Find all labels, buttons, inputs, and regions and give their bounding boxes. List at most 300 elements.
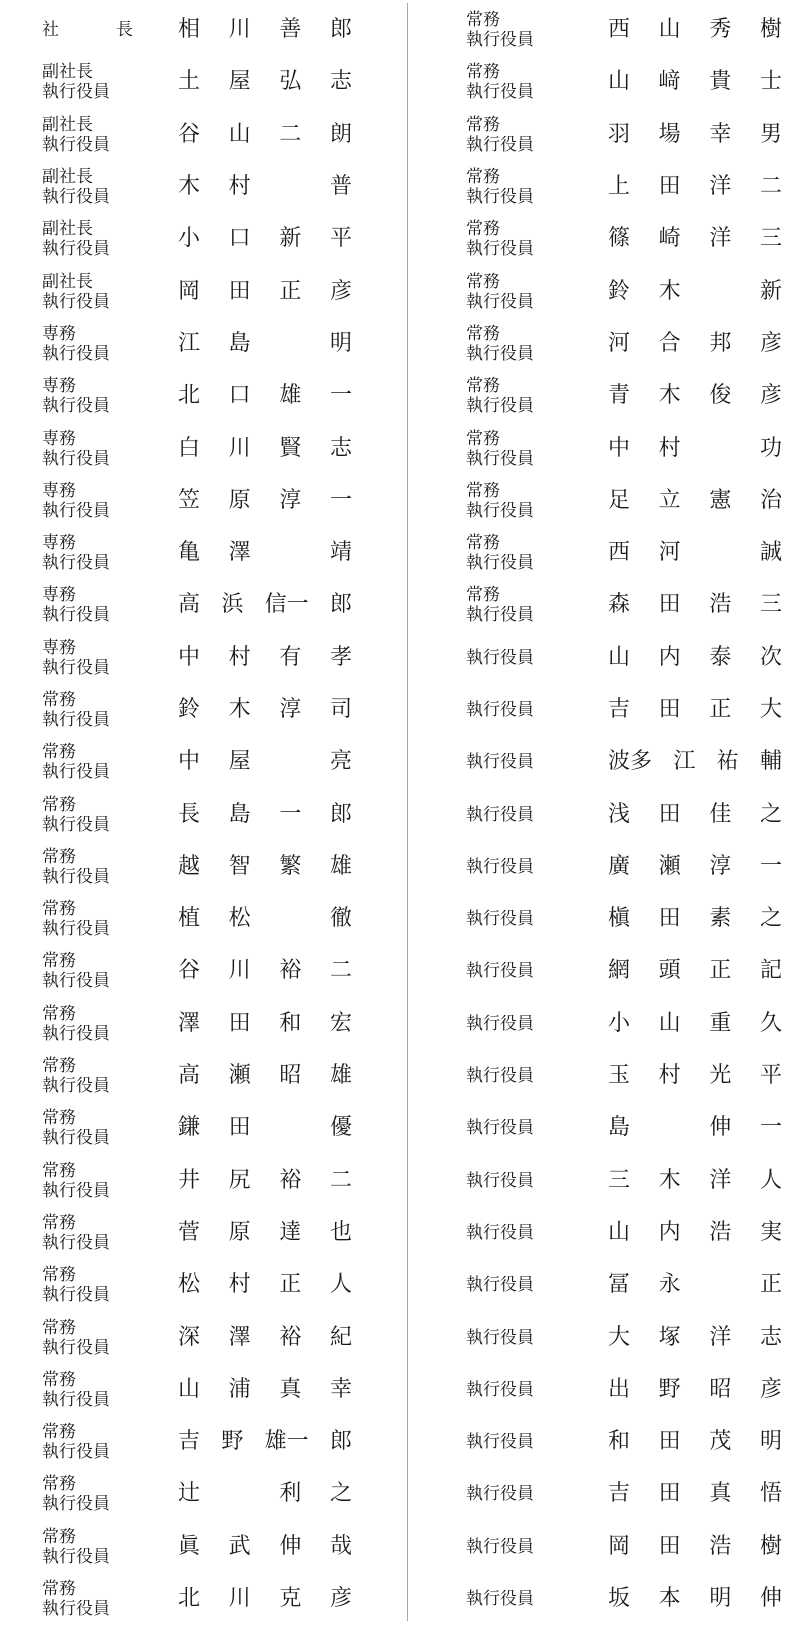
officer-name <box>178 906 352 932</box>
name-character: 中 <box>178 749 201 775</box>
officer-name <box>178 1011 352 1037</box>
name-character: 樹 <box>759 17 782 43</box>
name-character: 上 <box>608 174 631 200</box>
name-character: 野 <box>221 1429 244 1455</box>
officer-title: 常務 執行役員 <box>466 114 534 155</box>
officer-name <box>178 331 352 357</box>
name-character: 田 <box>658 697 681 722</box>
officer-title: 常務 執行役員 <box>466 167 534 208</box>
name-character: 中 <box>178 644 201 670</box>
officer-name <box>608 1272 782 1298</box>
officer-title: 常務 執行役員 <box>466 585 534 626</box>
officer-row <box>418 56 800 108</box>
officer-name <box>178 174 352 200</box>
name-character: 昭 <box>279 1063 302 1089</box>
name-character: 村 <box>228 174 251 200</box>
officer-name <box>178 1481 352 1507</box>
officer-title: 常務 執行役員 <box>42 1212 110 1253</box>
name-character: 和 <box>279 1010 302 1036</box>
name-character: 人 <box>759 1167 782 1193</box>
name-character: 瀬 <box>658 853 681 879</box>
name-character: 土 <box>178 69 201 95</box>
name-character: 俊 <box>709 383 732 409</box>
officer-title: 常務 執行役員 <box>42 1108 110 1149</box>
name-character: 谷 <box>178 958 201 984</box>
name-character: 口 <box>228 226 251 252</box>
officer-row <box>0 422 390 474</box>
officer-row <box>418 841 800 893</box>
name-character: 野 <box>658 1376 681 1402</box>
officer-name <box>178 1325 352 1351</box>
officer-title: 常務 執行役員 <box>466 271 534 312</box>
officer-title: 社 長 <box>42 20 153 41</box>
name-character: 白 <box>178 435 201 461</box>
name-character: 原 <box>228 487 251 513</box>
officer-row <box>418 1416 800 1468</box>
officer-row <box>0 56 390 108</box>
name-character: 屋 <box>228 749 251 775</box>
name-character: 繁 <box>279 853 302 879</box>
name-character: 川 <box>228 958 251 984</box>
name-character: 和 <box>608 1429 631 1455</box>
officer-row <box>0 1573 390 1625</box>
name-character: 賢 <box>279 435 302 461</box>
name-character: 二 <box>329 958 352 984</box>
officer-name <box>178 540 352 566</box>
officer-row <box>0 1050 390 1102</box>
name-character: 浜 <box>221 592 244 618</box>
name-character: 井 <box>178 1167 201 1193</box>
name-character: 坂 <box>608 1586 631 1612</box>
officer-row <box>0 527 390 579</box>
officer-name <box>608 697 782 723</box>
officer-title: 常務 執行役員 <box>466 533 534 574</box>
officer-list-right <box>418 4 800 1625</box>
officer-name <box>178 226 352 252</box>
name-character: 青 <box>608 383 631 409</box>
name-character: 村 <box>228 1272 251 1298</box>
name-character: 澤 <box>178 1010 201 1036</box>
name-character: 田 <box>658 592 681 618</box>
name-character: 村 <box>658 1063 681 1089</box>
name-character: 木 <box>658 1167 681 1193</box>
name-character: 鎌 <box>178 1115 201 1141</box>
name-character: 亀 <box>178 540 201 566</box>
name-character: 三 <box>759 592 782 618</box>
name-character: 裕 <box>279 1167 302 1193</box>
name-character: 大 <box>759 697 782 722</box>
name-character: 森 <box>608 592 631 618</box>
name-character: 悟 <box>759 1481 782 1507</box>
name-character: 足 <box>608 487 631 513</box>
officer-title: 執行役員 <box>466 752 534 773</box>
officer-row <box>0 1311 390 1363</box>
name-character: 幸 <box>329 1376 352 1402</box>
name-character: 島 <box>608 1115 631 1141</box>
name-character: 彦 <box>759 1376 782 1402</box>
name-character: 﨑 <box>658 69 681 95</box>
officer-title: 副社長 執行役員 <box>42 219 110 260</box>
name-character: 平 <box>759 1063 782 1089</box>
officer-row <box>418 788 800 840</box>
officer-title: 常務 執行役員 <box>466 428 534 469</box>
name-character: 山 <box>608 644 631 670</box>
officer-title: 執行役員 <box>466 647 534 668</box>
name-character: 利 <box>279 1481 302 1507</box>
name-character: 原 <box>228 1219 251 1245</box>
officer-row <box>0 1259 390 1311</box>
officer-title: 常務 執行役員 <box>42 1526 110 1567</box>
officer-name <box>178 17 352 43</box>
name-character: 紀 <box>329 1324 352 1350</box>
officer-title: 常務 執行役員 <box>42 1265 110 1306</box>
name-character: 裕 <box>279 1324 302 1350</box>
name-character: 澤 <box>228 1324 251 1350</box>
name-character: 島 <box>228 801 251 827</box>
name-character: 一 <box>329 383 352 409</box>
officer-row <box>418 893 800 945</box>
name-character: 彦 <box>759 383 782 409</box>
name-character: 頭 <box>658 958 681 984</box>
officer-name <box>178 749 352 775</box>
name-character: 一 <box>759 1115 782 1141</box>
officer-row <box>418 684 800 736</box>
name-character: 眞 <box>178 1533 201 1559</box>
officer-row <box>0 632 390 684</box>
name-character: 久 <box>759 1010 782 1036</box>
name-character: 川 <box>228 17 251 43</box>
name-character: 智 <box>228 853 251 879</box>
name-character: 弘 <box>279 69 302 95</box>
name-character: 山 <box>608 1219 631 1245</box>
officer-name <box>608 436 782 462</box>
name-character: 尻 <box>228 1167 251 1193</box>
name-character: 明 <box>709 1586 732 1612</box>
officer-name <box>608 1377 782 1403</box>
name-character <box>279 906 301 932</box>
officer-title: 常務 執行役員 <box>466 219 534 260</box>
officer-title: 執行役員 <box>466 700 534 720</box>
officer-name <box>178 122 352 148</box>
officer-title: 副社長 執行役員 <box>42 114 110 155</box>
name-character: 明 <box>759 1429 782 1455</box>
name-character: 吉 <box>608 697 631 722</box>
officer-row <box>0 4 390 56</box>
name-character: 出 <box>608 1376 631 1402</box>
name-character: 羽 <box>608 121 631 147</box>
name-character: 男 <box>759 121 782 147</box>
officer-name <box>608 958 782 984</box>
officer-name <box>178 1429 352 1455</box>
officer-name <box>608 174 782 200</box>
officer-row <box>0 1102 390 1154</box>
officer-title: 副社長 執行役員 <box>42 167 110 208</box>
name-character: 正 <box>279 278 302 304</box>
name-character: 靖 <box>329 540 352 566</box>
name-character: 松 <box>178 1272 201 1298</box>
name-character: 宏 <box>329 1010 352 1036</box>
name-character: 昭 <box>709 1376 732 1402</box>
name-character: 浩 <box>709 592 732 618</box>
name-character: 合 <box>658 330 681 356</box>
name-character: 玉 <box>608 1063 631 1089</box>
name-character: 本 <box>658 1586 681 1612</box>
name-character: 谷 <box>178 121 201 147</box>
officer-name <box>608 854 782 880</box>
name-character: 鈴 <box>608 278 631 304</box>
officer-name <box>178 279 352 305</box>
officer-row <box>418 1155 800 1207</box>
name-character <box>659 1115 681 1141</box>
name-character: 正 <box>759 1272 782 1298</box>
name-character: 新 <box>279 226 302 252</box>
name-character: 高 <box>178 1063 201 1089</box>
officer-name <box>178 1377 352 1403</box>
name-character: 西 <box>608 540 631 566</box>
name-character: 二 <box>279 121 302 147</box>
officer-row <box>0 265 390 317</box>
name-character: 北 <box>178 383 201 409</box>
name-character: 輔 <box>759 749 782 775</box>
officer-name <box>178 958 352 984</box>
name-character: 亮 <box>329 749 352 775</box>
officer-row <box>418 1468 800 1520</box>
officer-row <box>418 579 800 631</box>
officer-title: 常務 執行役員 <box>42 846 110 887</box>
name-character: 素 <box>709 906 732 932</box>
name-character: 邦 <box>709 330 732 356</box>
name-character: 山 <box>178 1376 201 1402</box>
name-character <box>709 540 731 566</box>
name-character: 川 <box>228 1586 251 1612</box>
name-character: 善 <box>279 17 302 43</box>
officer-list-left <box>0 4 390 1625</box>
name-character: 鈴 <box>178 697 201 722</box>
officer-row <box>418 1102 800 1154</box>
officer-title: 執行役員 <box>466 1536 534 1557</box>
name-character: 一 <box>329 487 352 513</box>
officer-title: 副社長 執行役員 <box>42 62 110 103</box>
name-character: 光 <box>709 1063 732 1089</box>
officer-name <box>608 69 782 95</box>
name-character: 洋 <box>709 1324 732 1350</box>
name-character: 茂 <box>709 1429 732 1455</box>
name-character: 田 <box>228 278 251 304</box>
officer-row <box>418 527 800 579</box>
officer-name <box>608 906 782 932</box>
officer-name <box>178 1534 352 1560</box>
officer-title: 執行役員 <box>466 804 534 825</box>
officer-name <box>608 1429 782 1455</box>
officer-title: 執行役員 <box>466 1327 534 1348</box>
name-character: 郎 <box>329 801 352 827</box>
officer-row <box>418 736 800 788</box>
officer-title: 常務 執行役員 <box>42 1003 110 1044</box>
name-character: 高 <box>178 592 201 618</box>
officer-row <box>418 318 800 370</box>
name-character: 洋 <box>709 1167 732 1193</box>
officer-title: 執行役員 <box>466 1589 534 1610</box>
name-character: 郎 <box>329 17 352 43</box>
officer-name <box>178 697 352 723</box>
name-character: 憲 <box>709 487 732 513</box>
officer-title: 執行役員 <box>466 1118 534 1139</box>
name-character: 二 <box>329 1167 352 1193</box>
officer-title: 執行役員 <box>466 1379 534 1400</box>
name-character: 澤 <box>228 540 251 566</box>
name-character: 之 <box>329 1481 352 1507</box>
name-character: 達 <box>279 1219 302 1245</box>
name-character: 永 <box>658 1272 681 1298</box>
name-character: 網 <box>608 958 631 984</box>
officer-title: 常務 執行役員 <box>42 1056 110 1097</box>
officer-title: 専務 執行役員 <box>42 480 110 521</box>
name-character: 正 <box>279 1272 302 1298</box>
officer-title: 常務 執行役員 <box>42 1160 110 1201</box>
name-character: 岡 <box>178 278 201 304</box>
name-character: 一 <box>759 853 782 879</box>
officer-name <box>608 749 782 775</box>
officer-name <box>608 279 782 305</box>
officer-row <box>418 1364 800 1416</box>
name-character: 河 <box>608 330 631 356</box>
name-character: 三 <box>759 226 782 252</box>
name-character: 彦 <box>329 278 352 304</box>
name-character: 田 <box>658 174 681 200</box>
name-character: 治 <box>759 487 782 513</box>
officer-title: 執行役員 <box>466 1066 534 1087</box>
name-character: 淳 <box>279 487 302 513</box>
officer-title: 執行役員 <box>466 1170 534 1191</box>
officer-row <box>0 1155 390 1207</box>
officer-name <box>178 436 352 462</box>
officer-row <box>0 109 390 161</box>
officer-name <box>608 1011 782 1037</box>
name-character: 貴 <box>709 69 732 95</box>
name-character: 篠 <box>608 226 631 252</box>
name-character: 司 <box>329 697 352 722</box>
officer-name <box>178 1063 352 1089</box>
name-character: 功 <box>759 435 782 461</box>
name-character: 明 <box>329 330 352 356</box>
officer-name <box>608 331 782 357</box>
name-character: 槇 <box>608 906 631 932</box>
officer-title: 常務 執行役員 <box>42 1422 110 1463</box>
name-character: 誠 <box>759 540 782 566</box>
name-character: 平 <box>329 226 352 252</box>
name-character: 記 <box>759 958 782 984</box>
name-character: 冨 <box>608 1272 631 1298</box>
officer-title: 執行役員 <box>466 1275 534 1296</box>
name-character: 朗 <box>329 121 352 147</box>
officer-title: 常務 執行役員 <box>42 742 110 783</box>
officer-name <box>178 488 352 514</box>
name-character: 人 <box>329 1272 352 1298</box>
name-character: 木 <box>658 383 681 409</box>
name-character: 伸 <box>279 1533 302 1559</box>
name-character: 幸 <box>709 121 732 147</box>
officer-title: 副社長 執行役員 <box>42 271 110 312</box>
name-character: 秀 <box>709 17 732 43</box>
name-character: 有 <box>279 644 302 670</box>
officer-title: 常務 執行役員 <box>42 1369 110 1410</box>
officer-name <box>178 1168 352 1194</box>
name-character: 彦 <box>329 1586 352 1612</box>
name-character: 志 <box>329 69 352 95</box>
name-character: 志 <box>759 1324 782 1350</box>
officer-row <box>0 1416 390 1468</box>
officer-name <box>608 1481 782 1507</box>
name-character <box>709 436 731 462</box>
name-character: 雄 <box>329 1063 352 1089</box>
name-character: 郎 <box>329 592 352 618</box>
name-character: 植 <box>178 906 201 932</box>
officer-title: 常務 執行役員 <box>42 794 110 835</box>
name-character: 克 <box>279 1586 302 1612</box>
officer-row <box>0 1207 390 1259</box>
officer-row <box>418 109 800 161</box>
officer-row <box>418 1521 800 1573</box>
officer-row <box>0 1521 390 1573</box>
name-character: 哉 <box>329 1533 352 1559</box>
officer-name <box>608 488 782 514</box>
officer-name <box>608 1586 782 1612</box>
name-character <box>709 1272 731 1298</box>
name-character: 雄一 <box>264 1429 309 1455</box>
name-character: 塚 <box>658 1324 681 1350</box>
name-character: 真 <box>279 1376 302 1402</box>
officer-title: 常務 執行役員 <box>42 951 110 992</box>
name-character: 長 <box>178 801 201 827</box>
name-character: 洋 <box>709 226 732 252</box>
name-character: 内 <box>658 644 681 670</box>
name-character: 吉 <box>608 1481 631 1507</box>
officer-name <box>608 1063 782 1089</box>
name-character: 浦 <box>228 1376 251 1402</box>
officer-name <box>178 1272 352 1298</box>
name-character: 裕 <box>279 958 302 984</box>
officer-title: 専務 執行役員 <box>42 585 110 626</box>
officer-title: 常務 執行役員 <box>466 10 534 51</box>
officer-name <box>608 1534 782 1560</box>
officer-name <box>608 226 782 252</box>
name-character: 場 <box>658 121 681 147</box>
name-character: 波多 <box>608 749 653 775</box>
name-character: 西 <box>608 17 631 43</box>
name-character: 洋 <box>709 174 732 200</box>
name-character: 信一 <box>264 592 309 618</box>
name-character: 田 <box>228 1115 251 1141</box>
officer-name <box>608 122 782 148</box>
officer-title: 常務 執行役員 <box>466 480 534 521</box>
name-character: 武 <box>228 1533 251 1559</box>
officer-title: 執行役員 <box>466 1484 534 1505</box>
name-character: 田 <box>658 801 681 827</box>
name-character: 真 <box>709 1481 732 1507</box>
name-character: 廣 <box>608 853 631 879</box>
officer-row <box>0 370 390 422</box>
name-character: 屋 <box>228 69 251 95</box>
name-character: 松 <box>228 906 251 932</box>
officer-name <box>608 17 782 43</box>
officer-title: 執行役員 <box>466 1013 534 1034</box>
officer-row <box>418 161 800 213</box>
officer-row <box>418 632 800 684</box>
name-character: 田 <box>658 1429 681 1455</box>
name-character: 辻 <box>178 1481 201 1507</box>
officer-row <box>0 788 390 840</box>
name-character: 村 <box>658 435 681 461</box>
